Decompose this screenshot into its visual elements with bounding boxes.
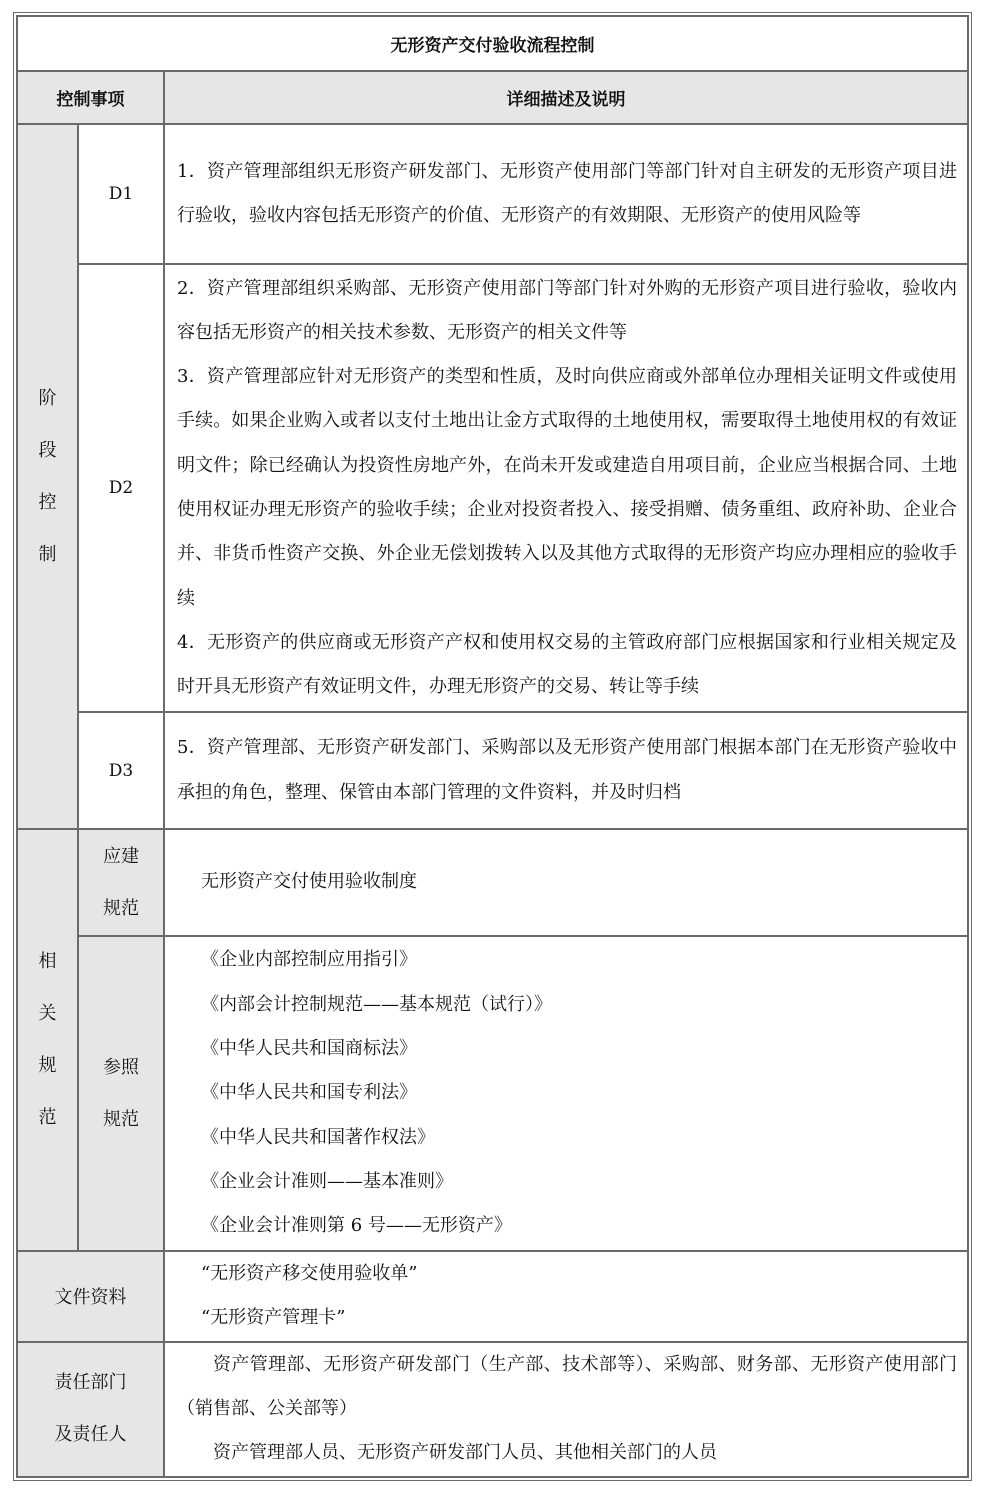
related-norms-label (17, 829, 78, 1251)
should-build-list (164, 829, 968, 936)
responsible-label-line: 及责任人 (54, 1424, 127, 1446)
norm-item: 《企业会计准则——基本准则》 (201, 1170, 453, 1192)
stage-code-d3: D3 (78, 712, 164, 829)
reference-list (164, 936, 968, 1251)
should-build-label-line: 规范 (103, 897, 139, 919)
desc-paragraph: 2．资产管理部组织采购部、无形资产使用部门等部门针对外购的无形资产项目进行验收，验收内容包括无形资产的相关技术参数、无形资产的相关文件等 (177, 277, 958, 343)
desc-paragraph: 1．资产管理部组织无形资产研发部门、无形资产使用部门等部门针对自主研发的无形资产项目进行验收，验收内容包括无形资产的价值、无形资产的有效期限、无形资产的使用风险等 (177, 160, 958, 226)
desc-paragraph: 3．资产管理部应针对无形资产的类型和性质，及时向供应商或外部单位办理相关证明文件或使用手续。如果企业购入或者以支付土地出让金方式取得的土地使用权，需要取得土地使用权的有效证明文件；除已经确认为投资性房地产外，在尚未开发或建造自用项目前，企业应当根据合同、土地使用权证办理无形资产的验收手续；企业对投资者投入、接受捐赠、债务重组、政府补助、企业合并、非货币性资产交换、外企业无偿划拨转入以及其他方式取得的无形资产均应办理相应的验收手续 (177, 366, 958, 609)
responsible-desc (164, 1342, 968, 1477)
control-table-wrapper (16, 15, 967, 1478)
control-table (16, 15, 969, 1478)
stage-desc-d2 (164, 264, 968, 712)
documents-row (17, 1251, 968, 1342)
reference-label-line: 规范 (103, 1108, 139, 1130)
table-title: 无形资产交付验收流程控制 (17, 16, 968, 71)
header-description: 详细描述及说明 (164, 71, 968, 124)
stage-label-char: 阶 (38, 387, 57, 409)
norm-item: 《中华人民共和国专利法》 (201, 1082, 417, 1104)
stage-desc-d1 (164, 124, 968, 264)
documents-list (164, 1251, 968, 1342)
norm-item: 《企业内部控制应用指引》 (201, 949, 417, 971)
stage-row-d3 (17, 712, 968, 829)
stage-code-d1: D1 (78, 124, 164, 264)
reference-label (78, 936, 164, 1251)
responsible-row (17, 1342, 968, 1477)
responsible-label-line: 责任部门 (54, 1372, 127, 1394)
document-item: “无形资产管理卡” (201, 1307, 346, 1329)
norm-item: 无形资产交付使用验收制度 (201, 871, 417, 893)
norms-label-char: 关 (38, 1003, 57, 1024)
stage-label-char: 制 (38, 543, 57, 565)
should-build-label-line: 应建 (103, 845, 139, 867)
responsible-paragraph: 资产管理部、无形资产研发部门（生产部、技术部等）、采购部、财务部、无形资产使用部门（销售部、公关部等） (177, 1353, 958, 1419)
responsible-label (17, 1342, 164, 1477)
stage-label-char: 段 (38, 439, 57, 461)
stage-code-d2: D2 (78, 264, 164, 712)
norm-item: 《企业会计准则第 6 号——无形资产》 (201, 1215, 512, 1237)
should-build-label (78, 829, 164, 936)
norms-label-char: 范 (38, 1107, 57, 1128)
title-row (17, 16, 968, 71)
documents-label: 文件资料 (17, 1251, 164, 1342)
header-control-item: 控制事项 (17, 71, 164, 124)
norms-row-should-build (17, 829, 968, 936)
header-row (17, 71, 968, 124)
stage-row-d2 (17, 264, 968, 712)
stage-label-char: 控 (38, 491, 57, 513)
stage-control-label (17, 124, 78, 829)
norm-item: 《中华人民共和国著作权法》 (201, 1126, 435, 1148)
stage-row-d1 (17, 124, 968, 264)
norms-label-char: 规 (38, 1055, 57, 1076)
norm-item: 《内部会计控制规范——基本规范（试行）》 (201, 993, 552, 1015)
norms-label-char: 相 (38, 951, 57, 972)
desc-paragraph: 5．资产管理部、无形资产研发部门、采购部以及无形资产使用部门根据本部门在无形资产验收中承担的角色，整理、保管由本部门管理的文件资料，并及时归档 (177, 737, 958, 803)
document-item: “无形资产移交使用验收单” (201, 1263, 418, 1284)
reference-label-line: 参照 (103, 1056, 139, 1078)
stage-desc-d3 (164, 712, 968, 829)
norms-row-reference (17, 936, 968, 1251)
norm-item: 《中华人民共和国商标法》 (201, 1038, 417, 1060)
responsible-paragraph: 资产管理部人员、无形资产研发部门人员、其他相关部门的人员 (213, 1442, 717, 1464)
desc-paragraph: 4．无形资产的供应商或无形资产产权和使用权交易的主管政府部门应根据国家和行业相关规定及时开具无形资产有效证明文件，办理无形资产的交易、转让等手续 (177, 631, 958, 698)
